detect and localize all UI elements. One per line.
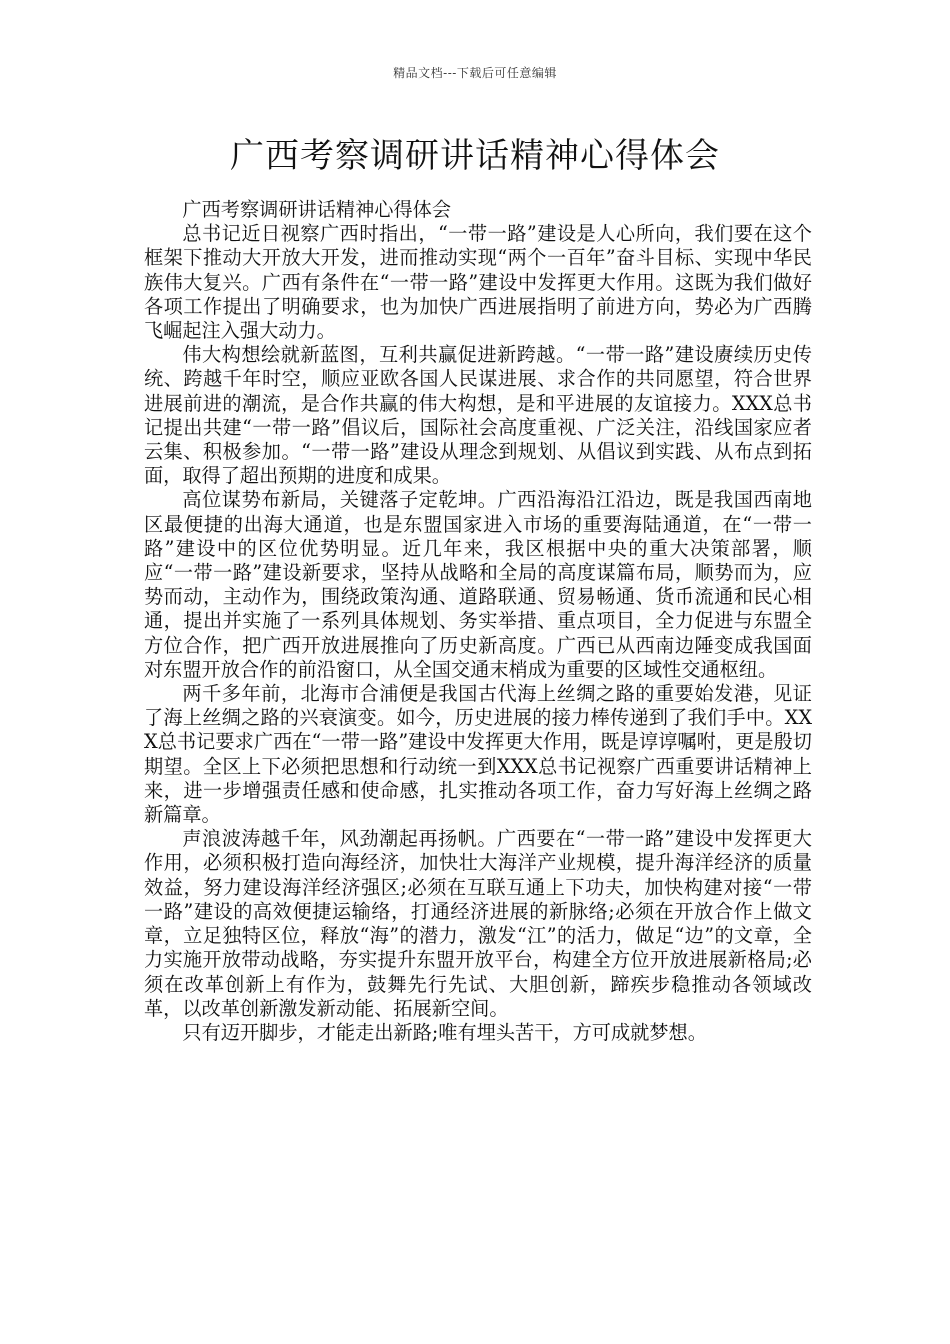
paragraph: 伟大构想绘就新蓝图，互利共赢促进新跨越。“一带一路”建设赓续历史传统、跨越千年时空，顺应亚欧各国人民谋进展、求合作的共同愿望，符合世界进展前进的潮流，是合作共赢的伟大构想，是和平进展的友谊接力。XXX总书记提出共建“一带一路”倡议后，国际社会高度重视、广泛关注，沿线国家应者云集、积极参加。“一带一路”建设从理念到规划、从倡议到实践、从布点到拓面，取得了超出预期的进度和成果。: [144, 343, 812, 488]
document-body: [144, 198, 812, 1045]
paragraph: 高位谋势布新局，关键落子定乾坤。广西沿海沿江沿边，既是我国西南地区最便捷的出海大通道，也是东盟国家进入市场的重要海陆通道，在“一带一路”建设中的区位优势明显。近几年来，我区根据中央的重大决策部署，顺应“一带一路”建设新要求，坚持从战略和全局的高度谋篇布局，顺势而为，应势而动，主动作为，围绕政策沟通、道路联通、贸易畅通、货币流通和民心相通，提出并实施了一系列具体规划、务实举措、重点项目，全力促进与东盟全方位合作，把广西开放进展推向了历史新高度。广西已从西南边陲变成我国面对东盟开放合作的前沿窗口，从全国交通末梢成为重要的区域性交通枢纽。: [144, 488, 812, 681]
paragraph: 总书记近日视察广西时指出，“一带一路”建设是人心所向，我们要在这个框架下推动大开放大开发，进而推动实现“两个一百年”奋斗目标、实现中华民族伟大复兴。广西有条件在“一带一路”建设中发挥更大作用。这既为我们做好各项工作提出了明确要求，也为加快广西进展指明了前进方向，势必为广西腾飞崛起注入强大动力。: [144, 222, 812, 343]
paragraph: 只有迈开脚步，才能走出新路;唯有埋头苦干，方可成就梦想。: [182, 1020, 707, 1044]
header-note: 精品文档---下载后可任意编辑: [393, 66, 557, 80]
paragraph-subtitle: 广西考察调研讲话精神心得体会: [182, 198, 452, 221]
document-title: 广西考察调研讲话精神心得体会: [230, 136, 720, 176]
paragraph: 声浪波涛越千年，风劲潮起再扬帆。广西要在“一带一路”建设中发挥更大作用，必须积极打造向海经济，加快壮大海洋产业规模，提升海洋经济的质量效益，努力建设海洋经济强区;必须在互联互通上下功夫，加快构建对接“一带一路”建设的高效便捷运输络，打通经济进展的新脉络;必须在开放合作上做文章，立足独特区位，释放“海”的潜力，激发“江”的活力，做足“边”的文章，全力实施开放带动战略，夯实提升东盟开放平台，构建全方位开放进展新格局;必须在改革创新上有作为，鼓舞先行先试、大胆创新，蹄疾步稳推动各领域改革，以改革创新激发新动能、拓展新空间。: [144, 827, 812, 1020]
paragraph: 两千多年前，北海市合浦便是我国古代海上丝绸之路的重要始发港，见证了海上丝绸之路的兴衰演变。如今，历史进展的接力棒传递到了我们手中。XXX总书记要求广西在“一带一路”建设中发挥更大作用，既是谆谆嘱咐，更是殷切期望。全区上下必须把思想和行动统一到XXX总书记视察广西重要讲话精神上来，进一步增强责任感和使命感，扎实推动各项工作，奋力写好海上丝绸之路新篇章。: [144, 682, 812, 827]
